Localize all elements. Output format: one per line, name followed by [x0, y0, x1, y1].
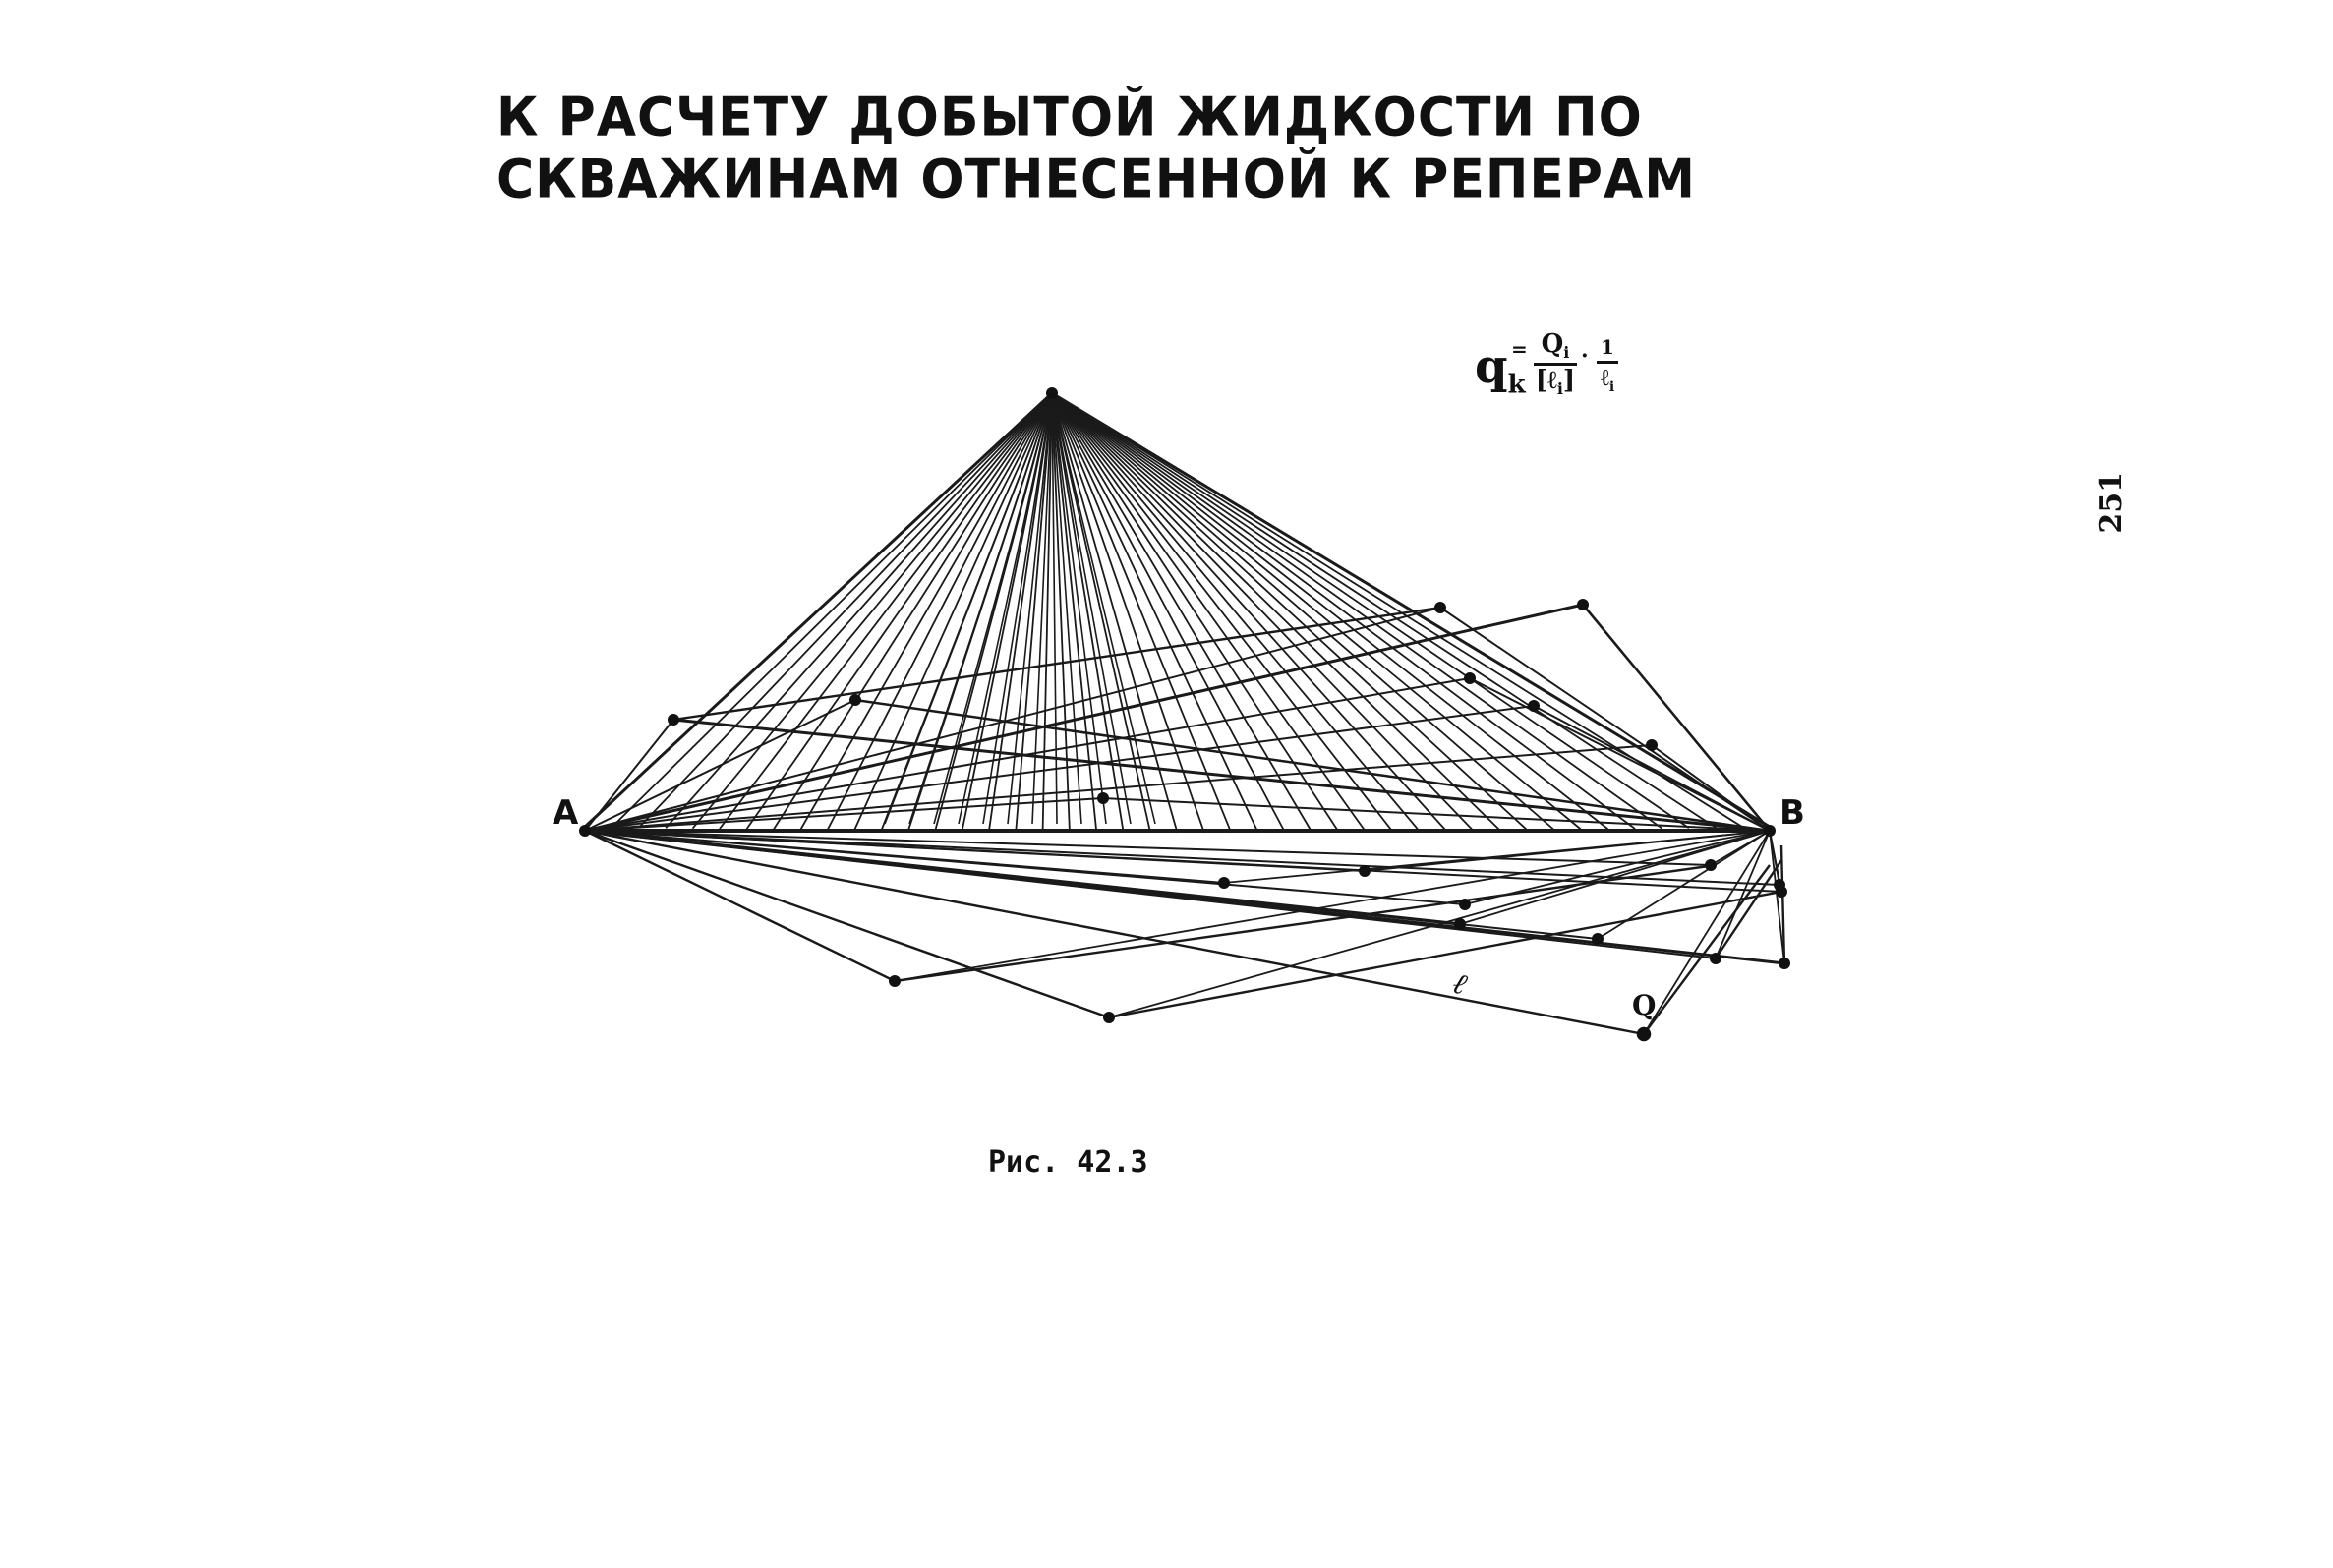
well-point — [1454, 918, 1466, 930]
formula-equals: = — [1511, 337, 1528, 361]
a-lower-ray — [585, 831, 1779, 885]
b-ray — [1534, 706, 1770, 831]
well-point — [1218, 877, 1230, 889]
formula-denominator-sub: i — [1556, 379, 1563, 399]
formula-numerator-2: 1 — [1601, 335, 1614, 359]
well-point — [1359, 865, 1371, 877]
well-point — [1528, 700, 1540, 712]
apex-ray-dense — [885, 393, 1052, 824]
well-point — [1577, 599, 1589, 610]
length-label: ℓ — [1448, 965, 1473, 1004]
formula-dot: · — [1581, 343, 1589, 369]
well-point — [1592, 933, 1604, 945]
formula-denominator-2-sub: i — [1608, 378, 1615, 395]
apex-point — [1046, 387, 1058, 399]
fan-lines-from-b — [673, 605, 1784, 1034]
point-a — [579, 825, 591, 837]
point-a-label: A — [553, 793, 579, 833]
fan-lines-from-a — [585, 605, 1784, 1034]
point-b-label: B — [1779, 793, 1805, 833]
apex-ray — [1052, 393, 1339, 832]
apex-ray — [1052, 393, 1770, 827]
well-point — [849, 694, 861, 706]
formula-numerator-sub: i — [1563, 343, 1570, 363]
well-point — [1097, 792, 1109, 804]
quad-edge — [1716, 860, 1781, 958]
b-ray — [1440, 608, 1770, 831]
a-lower-ray — [585, 831, 1465, 904]
apex-ray — [1052, 393, 1393, 832]
formula-denominator-2-symbol: ℓ — [1600, 363, 1609, 391]
well-point — [1705, 859, 1717, 871]
apex-ray — [1052, 393, 1635, 829]
apex-ray — [1052, 393, 1258, 833]
apex-ray — [746, 393, 1052, 829]
formula-lhs-symbol: q — [1475, 339, 1508, 394]
apex-ray — [827, 393, 1052, 831]
apex-ray — [1052, 393, 1689, 828]
well-point — [1774, 879, 1785, 891]
apex-ray — [1052, 393, 1420, 832]
well-point — [1646, 739, 1658, 751]
well-point — [668, 714, 679, 726]
formula-numerator-symbol: Q — [1541, 329, 1564, 359]
well-points — [579, 387, 1790, 1040]
well-point — [1710, 953, 1721, 964]
quad-edge — [895, 865, 1716, 981]
well-point — [889, 975, 901, 987]
flow-label: Q — [1632, 989, 1657, 1021]
title-line-2: СКВАЖИНАМ ОТНЕСЕННОЙ К РЕПЕРАМ — [496, 148, 1696, 210]
formula-denominator-symbol: [ℓ — [1535, 366, 1557, 395]
well-point — [1103, 1012, 1115, 1023]
fan-lines-from-apex — [585, 393, 1770, 833]
well-point — [1779, 958, 1790, 969]
well-point — [1464, 672, 1476, 684]
point-b — [1764, 825, 1776, 837]
apex-ray — [1052, 393, 1662, 829]
quad-edge — [1583, 605, 1770, 831]
formula-denominator-close: ] — [1562, 366, 1576, 395]
b-lower-ray — [1598, 831, 1770, 939]
well-point — [1434, 602, 1446, 613]
figure-caption: Рис. 42.3 — [988, 1145, 1148, 1180]
formula-lhs-sub: k — [1507, 370, 1526, 400]
well-point — [1459, 899, 1471, 910]
title-line-1: К РАСЧЕТУ ДОБЫТОЙ ЖИДКОСТИ ПО — [496, 87, 1643, 148]
page-number: 251 — [2094, 472, 2129, 534]
